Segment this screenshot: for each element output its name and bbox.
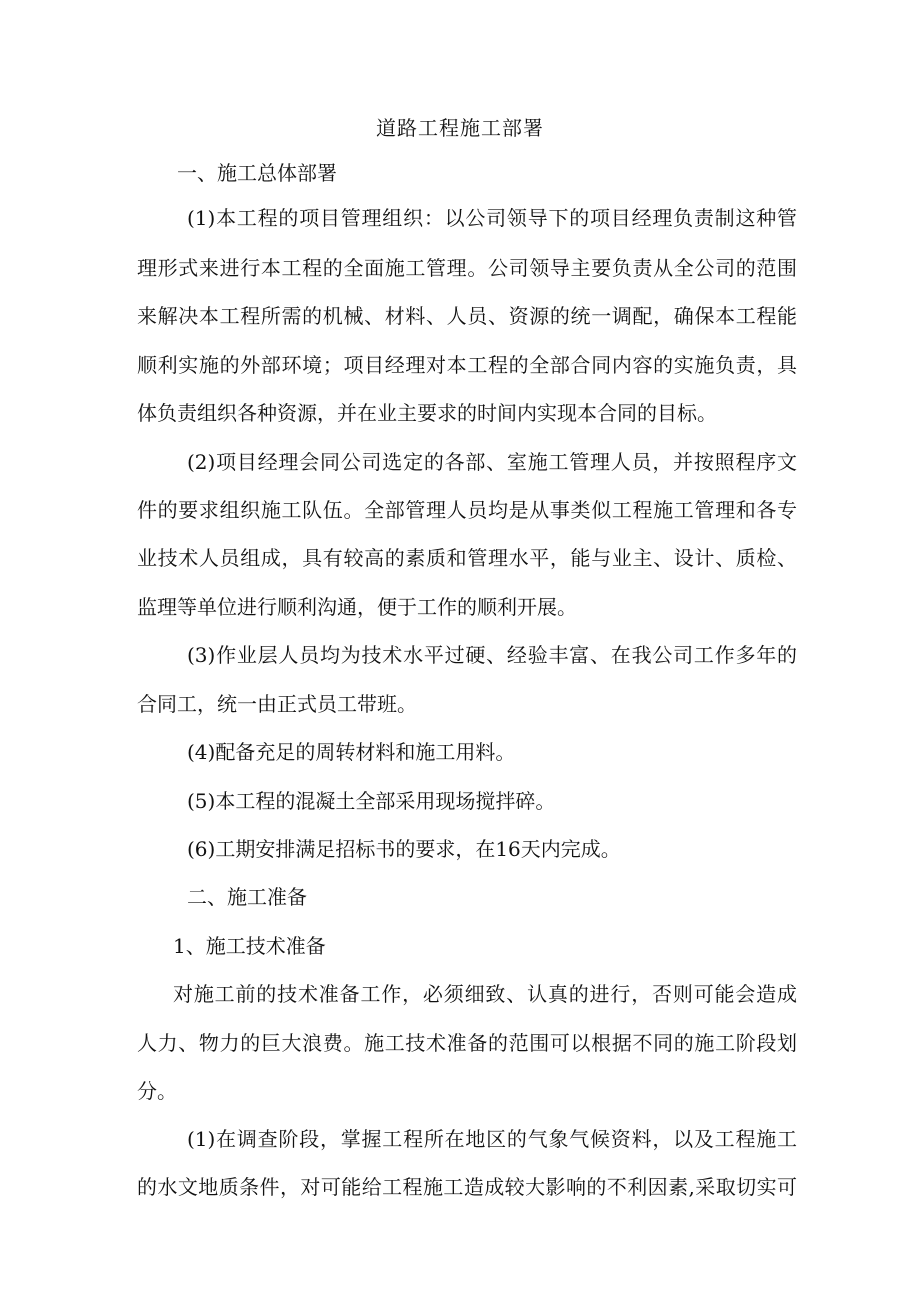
paragraph-line: (3)作业层人员均为技术水平过硬、经验丰富、在我公司工作多年的 [187, 643, 797, 667]
document-title: 道路工程施工部署 [376, 116, 544, 140]
paragraph-line: (1)在调查阶段，掌握工程所在地区的气象气候资料，以及工程施工 [187, 1127, 797, 1151]
paragraph-line: 理形式来进行本工程的全面施工管理。公司领导主要负责从全公司的范围 [137, 256, 797, 280]
paragraph-line: 来解决本工程所需的机械、材料、人员、资源的统一调配，确保本工程能 [137, 304, 797, 328]
paragraph-line: 对施工前的技术准备工作，必须细致、认真的进行，否则可能会造成 [173, 982, 797, 1006]
paragraph-line: 人力、物力的巨大浪费。施工技术准备的范围可以根据不同的施工阶段划 [137, 1031, 797, 1055]
paragraph-line: (2)项目经理会同公司选定的各部、室施工管理人员，并按照程序文 [187, 450, 797, 474]
paragraph-line: 合同工，统一由正式员工带班。 [137, 692, 417, 716]
list-item: (4)配备充足的周转材料和施工用料。 [187, 740, 516, 764]
paragraph-line: 分。 [137, 1079, 177, 1103]
paragraph-line: 顺利实施的外部环境；项目经理对本工程的全部合同内容的实施负责，具 [137, 353, 797, 377]
paragraph-line: 体负责组织各种资源，并在业主要求的时间内实现本合同的目标。 [137, 401, 717, 425]
section-heading-2: 二、施工准备 [187, 885, 307, 909]
paragraph-line: 的水文地质条件，对可能给工程施工造成较大影响的不利因素,采取切实可 [137, 1175, 797, 1199]
paragraph-line: 件的要求组织施工队伍。全部管理人员均是从事类似工程施工管理和各专 [137, 498, 797, 522]
subsection-heading: 1、施工技术准备 [173, 934, 326, 958]
paragraph-line: (1)本工程的项目管理组织：以公司领导下的项目经理负责制这种管 [187, 206, 797, 230]
paragraph-line: 监理等单位进行顺利沟通，便于工作的顺利开展。 [137, 595, 577, 619]
list-item: (6)工期安排满足招标书的要求，在16天内完成。 [187, 837, 621, 861]
paragraph-line: 业技术人员组成，具有较高的素质和管理水平，能与业主、设计、质检、 [137, 546, 797, 570]
list-item: (5)本工程的混凝土全部采用现场搅拌碎。 [187, 789, 556, 813]
section-heading-1: 一、施工总体部署 [177, 161, 337, 185]
